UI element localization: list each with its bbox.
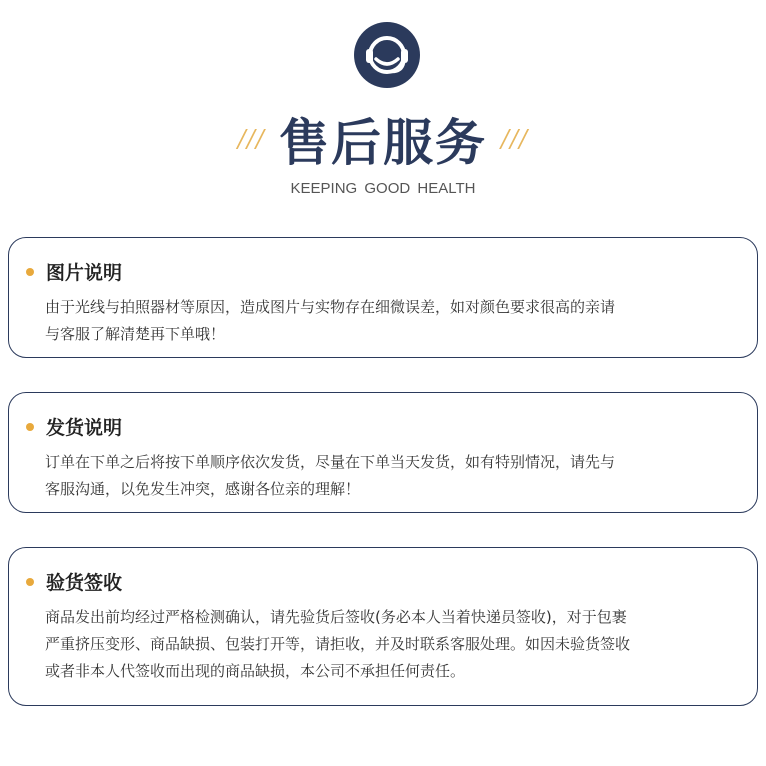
section-text-line: 订单在下单之后将按下单顺序依次发货，尽量在下单当天发货，如有特别情况，请先与 <box>45 453 616 471</box>
section-title: 图片说明 <box>46 262 123 284</box>
section-text-line: 严重挤压变形、商品缺损、包装打开等，请拒收，并及时联系客服处理。如因未验货签收 <box>45 635 631 653</box>
section-body <box>45 449 749 503</box>
section-header <box>26 258 122 285</box>
section-card-shipping-notice <box>8 392 758 513</box>
page-subtitle: KEEPING GOOD HEALTH <box>290 180 476 197</box>
section-text-line: 由于光线与拍照器材等原因，造成图片与实物存在细微误差，如对颜色要求很高的亲请 <box>45 298 616 316</box>
page-title: 售后服务 <box>279 113 487 172</box>
title-decoration-right: /// <box>501 125 529 153</box>
bullet-dot-icon <box>26 268 34 276</box>
bullet-dot-icon <box>26 578 34 586</box>
page-title-row <box>0 104 766 174</box>
section-card-inspection-signoff <box>8 547 758 706</box>
section-text-line: 或者非本人代签收而出现的商品缺损，本公司不承担任何责任。 <box>45 662 466 680</box>
section-card-image-notice <box>8 237 758 358</box>
title-decoration-left: /// <box>237 125 265 153</box>
section-title: 验货签收 <box>46 572 123 594</box>
bullet-dot-icon <box>26 423 34 431</box>
section-header <box>26 568 122 595</box>
section-header <box>26 413 122 440</box>
section-body <box>45 604 749 685</box>
section-text-line: 商品发出前均经过严格检测确认，请先验货后签收(务必本人当着快递员签收)，对于包裹 <box>45 608 627 626</box>
section-title: 发货说明 <box>46 417 123 439</box>
section-text-line: 与客服了解清楚再下单哦！ <box>45 325 226 343</box>
section-body <box>45 294 749 348</box>
section-text-line: 客服沟通，以免发生冲突，感谢各位亲的理解！ <box>45 480 361 498</box>
customer-service-headset-icon <box>354 22 420 88</box>
